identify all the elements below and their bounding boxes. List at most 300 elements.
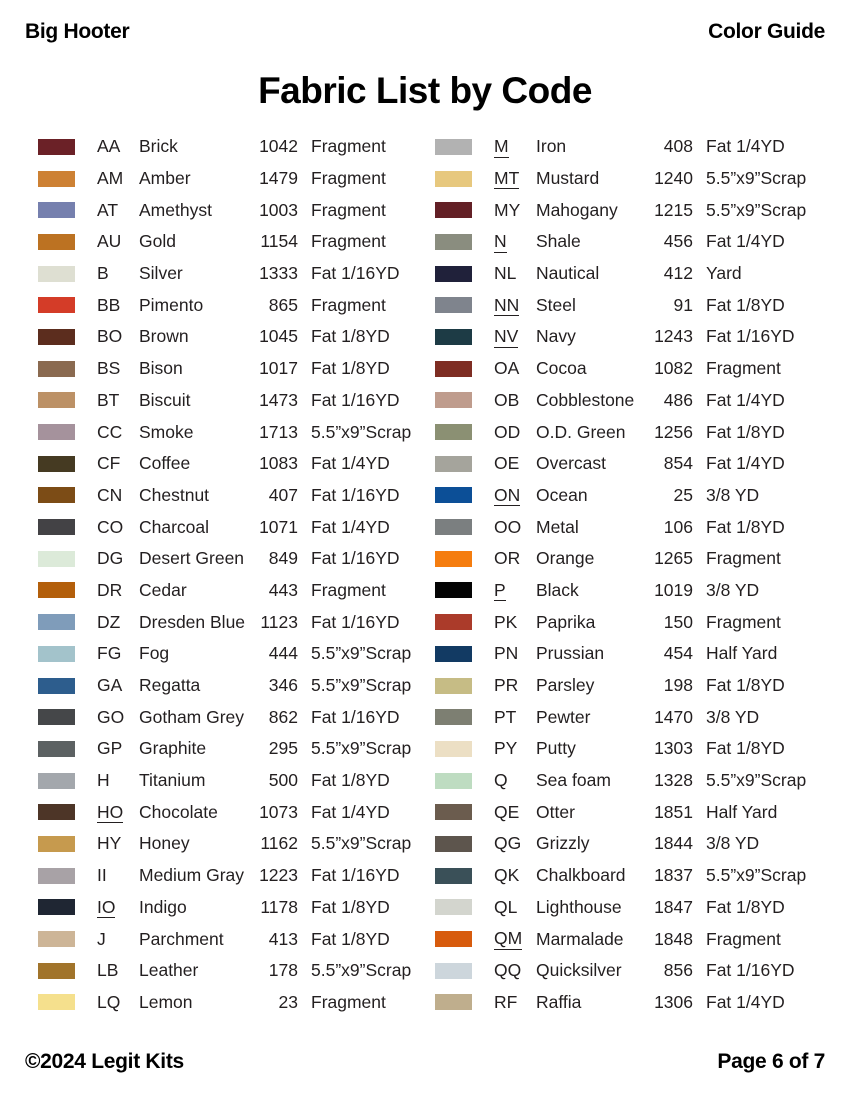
fabric-cut: Fat 1/8YD bbox=[311, 770, 390, 791]
fabric-cut: 5.5”x9”Scrap bbox=[311, 833, 412, 854]
fabric-row bbox=[38, 163, 423, 195]
fabric-number: 1851 bbox=[654, 801, 693, 822]
fabric-color-swatch bbox=[435, 773, 472, 789]
fabric-row bbox=[435, 226, 818, 258]
fabric-row bbox=[38, 670, 423, 702]
fabric-number: 1473 bbox=[259, 389, 298, 410]
fabric-name: Pewter bbox=[536, 706, 591, 727]
fabric-cut: 3/8 YD bbox=[706, 833, 760, 854]
fabric-cut: Fat 1/16YD bbox=[311, 548, 400, 569]
fabric-number: 178 bbox=[268, 960, 298, 981]
fabric-cut: Fat 1/4YD bbox=[311, 453, 390, 474]
page-number: Page 6 of 7 bbox=[717, 1050, 825, 1073]
fabric-color-swatch bbox=[38, 234, 75, 250]
fabric-row bbox=[38, 385, 423, 417]
fabric-cut: Fat 1/16YD bbox=[311, 706, 400, 727]
fabric-row bbox=[38, 511, 423, 543]
page-title: Fabric List by Code bbox=[258, 70, 592, 111]
fabric-number: 1073 bbox=[259, 801, 298, 822]
fabric-color-swatch bbox=[38, 678, 75, 694]
fabric-code: MT bbox=[494, 167, 520, 188]
fabric-number: 1328 bbox=[654, 770, 693, 791]
fabric-number: 456 bbox=[663, 231, 693, 252]
fabric-number: 443 bbox=[268, 579, 298, 600]
fabric-name: Paprika bbox=[536, 611, 596, 632]
fabric-number: 408 bbox=[663, 136, 693, 157]
fabric-cut: 5.5”x9”Scrap bbox=[311, 643, 412, 664]
fabric-cut: 5.5”x9”Scrap bbox=[706, 770, 807, 791]
fabric-number: 1178 bbox=[260, 896, 298, 917]
fabric-row bbox=[38, 892, 423, 924]
fabric-number: 1045 bbox=[259, 326, 298, 347]
fabric-name: Amber bbox=[139, 168, 191, 189]
guide-label: Color Guide bbox=[708, 20, 825, 43]
fabric-name: Chestnut bbox=[139, 484, 210, 505]
fabric-number: 25 bbox=[673, 484, 693, 505]
fabric-cut: Fragment bbox=[311, 294, 386, 315]
fabric-number: 1083 bbox=[259, 453, 298, 474]
fabric-cut: Fat 1/16YD bbox=[311, 865, 400, 886]
fabric-code: QK bbox=[494, 865, 520, 886]
fabric-number: 1306 bbox=[654, 991, 693, 1012]
fabric-code: HO bbox=[97, 801, 124, 822]
fabric-code: RF bbox=[494, 991, 518, 1012]
fabric-name: Regatta bbox=[139, 675, 201, 696]
fabric-code: QQ bbox=[494, 960, 522, 981]
fabric-number: 407 bbox=[268, 484, 298, 505]
fabric-name: Gold bbox=[139, 231, 176, 252]
fabric-cut: Half Yard bbox=[706, 643, 778, 664]
fabric-code: NN bbox=[494, 294, 520, 315]
fabric-code: DR bbox=[97, 579, 123, 600]
fabric-cut: Fat 1/8YD bbox=[706, 421, 785, 442]
fabric-row bbox=[435, 733, 818, 765]
fabric-color-swatch bbox=[38, 868, 75, 884]
fabric-row bbox=[435, 701, 818, 733]
fabric-cut: Fat 1/16YD bbox=[311, 263, 400, 284]
fabric-color-swatch bbox=[435, 171, 472, 187]
fabric-row bbox=[435, 828, 818, 860]
fabric-cut: Fat 1/4YD bbox=[706, 991, 785, 1012]
fabric-cut: 3/8 YD bbox=[706, 579, 760, 600]
fabric-code: BT bbox=[97, 389, 120, 410]
fabric-color-swatch bbox=[38, 424, 75, 440]
fabric-cut: Fat 1/4YD bbox=[706, 453, 785, 474]
fabric-code: GA bbox=[97, 675, 123, 696]
page-header bbox=[25, 20, 825, 44]
fabric-row bbox=[435, 955, 818, 987]
fabric-cut: Fragment bbox=[311, 136, 386, 157]
fabric-number: 1265 bbox=[654, 548, 693, 569]
fabric-number: 1042 bbox=[259, 136, 298, 157]
fabric-code: QE bbox=[494, 801, 520, 822]
fabric-code: QL bbox=[494, 896, 518, 917]
fabric-number: 854 bbox=[663, 453, 693, 474]
fabric-number: 23 bbox=[278, 991, 298, 1012]
fabric-number: 295 bbox=[268, 738, 298, 759]
fabric-number: 486 bbox=[663, 389, 693, 410]
fabric-cut: 5.5”x9”Scrap bbox=[311, 960, 412, 981]
fabric-cut: 3/8 YD bbox=[706, 706, 760, 727]
fabric-name: Gotham Grey bbox=[139, 706, 245, 727]
fabric-number: 1713 bbox=[259, 421, 298, 442]
fabric-row bbox=[38, 860, 423, 892]
fabric-color-swatch bbox=[435, 709, 472, 725]
fabric-name: Sea foam bbox=[536, 770, 611, 791]
fabric-cut: 5.5”x9”Scrap bbox=[706, 199, 807, 220]
fabric-color-swatch bbox=[38, 551, 75, 567]
fabric-code: P bbox=[494, 579, 506, 600]
fabric-name: Raffia bbox=[536, 991, 582, 1012]
fabric-name: Chalkboard bbox=[536, 865, 626, 886]
fabric-code: M bbox=[494, 136, 509, 157]
fabric-number: 500 bbox=[268, 770, 298, 791]
fabric-color-swatch bbox=[435, 868, 472, 884]
fabric-number: 1019 bbox=[654, 579, 693, 600]
fabric-cut: Fragment bbox=[311, 579, 386, 600]
fabric-row bbox=[435, 258, 818, 290]
fabric-cut: Fat 1/8YD bbox=[706, 896, 785, 917]
fabric-color-swatch bbox=[38, 931, 75, 947]
fabric-color-swatch bbox=[435, 804, 472, 820]
fabric-code: OA bbox=[494, 358, 520, 379]
fabric-row bbox=[38, 543, 423, 575]
fabric-code: CN bbox=[97, 484, 123, 505]
fabric-name: Ocean bbox=[536, 484, 588, 505]
fabric-cut: Fat 1/4YD bbox=[706, 389, 785, 410]
fabric-name: Brick bbox=[139, 136, 178, 157]
fabric-number: 1303 bbox=[654, 738, 693, 759]
fabric-number: 413 bbox=[268, 928, 298, 949]
fabric-name: Chocolate bbox=[139, 801, 218, 822]
fabric-color-swatch bbox=[38, 741, 75, 757]
fabric-code: CF bbox=[97, 453, 121, 474]
fabric-number: 1837 bbox=[654, 865, 693, 886]
fabric-code: BO bbox=[97, 326, 123, 347]
fabric-code: PK bbox=[494, 611, 518, 632]
fabric-code: IO bbox=[97, 896, 116, 917]
fabric-code: GP bbox=[97, 738, 123, 759]
fabric-color-swatch bbox=[38, 392, 75, 408]
fabric-row bbox=[38, 575, 423, 607]
fabric-row bbox=[435, 131, 818, 163]
fabric-cut: Fat 1/8YD bbox=[706, 738, 785, 759]
fabric-name: Honey bbox=[139, 833, 190, 854]
fabric-row bbox=[435, 860, 818, 892]
fabric-column-right bbox=[435, 131, 818, 1018]
fabric-row bbox=[435, 385, 818, 417]
fabric-color-swatch bbox=[435, 266, 472, 282]
copyright-text: ©2024 Legit Kits bbox=[25, 1050, 184, 1073]
fabric-cut: Fat 1/8YD bbox=[706, 516, 785, 537]
fabric-name: Metal bbox=[536, 516, 579, 537]
fabric-row bbox=[38, 416, 423, 448]
fabric-cut: 5.5”x9”Scrap bbox=[311, 675, 412, 696]
fabric-code: NL bbox=[494, 263, 517, 284]
fabric-color-swatch bbox=[38, 646, 75, 662]
fabric-name: Mustard bbox=[536, 168, 600, 189]
fabric-cut: Fragment bbox=[311, 168, 386, 189]
fabric-code: QG bbox=[494, 833, 522, 854]
fabric-cut: Fat 1/16YD bbox=[311, 611, 400, 632]
fabric-name: Otter bbox=[536, 801, 575, 822]
fabric-color-swatch bbox=[435, 614, 472, 630]
fabric-cut: Fat 1/4YD bbox=[706, 136, 785, 157]
fabric-code: II bbox=[97, 865, 107, 886]
fabric-name: Iron bbox=[536, 136, 567, 157]
fabric-code: PY bbox=[494, 738, 518, 759]
fabric-color-swatch bbox=[435, 329, 472, 345]
page-footer bbox=[25, 1050, 825, 1074]
fabric-number: 1479 bbox=[259, 168, 298, 189]
fabric-code: NV bbox=[494, 326, 519, 347]
fabric-cut: Fat 1/8YD bbox=[311, 326, 390, 347]
fabric-code: OR bbox=[494, 548, 521, 569]
fabric-code: DZ bbox=[97, 611, 121, 632]
fabric-color-swatch bbox=[38, 202, 75, 218]
fabric-number: 198 bbox=[663, 675, 693, 696]
fabric-cut: Fat 1/16YD bbox=[706, 960, 795, 981]
fabric-name: Titanium bbox=[139, 770, 206, 791]
fabric-cut: Fragment bbox=[706, 611, 781, 632]
fabric-color-swatch bbox=[38, 582, 75, 598]
fabric-name: Cocoa bbox=[536, 358, 587, 379]
fabric-row bbox=[435, 321, 818, 353]
fabric-row bbox=[435, 923, 818, 955]
fabric-cut: 5.5”x9”Scrap bbox=[311, 421, 412, 442]
fabric-number: 1003 bbox=[259, 199, 298, 220]
fabric-name: Nautical bbox=[536, 263, 600, 284]
fabric-color-swatch bbox=[38, 361, 75, 377]
fabric-color-swatch bbox=[38, 836, 75, 852]
fabric-cut: Fat 1/8YD bbox=[311, 896, 390, 917]
fabric-code: BS bbox=[97, 358, 121, 379]
fabric-name: Coffee bbox=[139, 453, 191, 474]
fabric-color-swatch bbox=[435, 456, 472, 472]
fabric-number: 91 bbox=[673, 294, 693, 315]
fabric-cut: Fat 1/4YD bbox=[311, 516, 390, 537]
fabric-color-swatch bbox=[435, 646, 472, 662]
fabric-color-swatch bbox=[38, 297, 75, 313]
fabric-name: Black bbox=[536, 579, 579, 600]
fabric-cut: Fat 1/8YD bbox=[311, 928, 390, 949]
fabric-cut: 5.5”x9”Scrap bbox=[706, 865, 807, 886]
fabric-name: Brown bbox=[139, 326, 189, 347]
fabric-row bbox=[435, 289, 818, 321]
fabric-color-swatch bbox=[435, 963, 472, 979]
fabric-number: 1844 bbox=[654, 833, 693, 854]
fabric-color-swatch bbox=[38, 963, 75, 979]
fabric-name: Fog bbox=[139, 643, 170, 664]
fabric-name: Biscuit bbox=[139, 389, 191, 410]
fabric-code: GO bbox=[97, 706, 125, 727]
fabric-color-swatch bbox=[38, 329, 75, 345]
fabric-number: 849 bbox=[268, 548, 298, 569]
fabric-row bbox=[435, 543, 818, 575]
fabric-color-swatch bbox=[435, 678, 472, 694]
fabric-code: PT bbox=[494, 706, 517, 727]
fabric-name: O.D. Green bbox=[536, 421, 626, 442]
fabric-name: Parchment bbox=[139, 928, 224, 949]
fabric-color-swatch bbox=[435, 994, 472, 1010]
fabric-row bbox=[38, 955, 423, 987]
fabric-color-swatch bbox=[435, 424, 472, 440]
fabric-number: 1223 bbox=[259, 865, 298, 886]
fabric-cut: 5.5”x9”Scrap bbox=[311, 738, 412, 759]
fabric-name: Quicksilver bbox=[536, 960, 622, 981]
fabric-column-left bbox=[38, 131, 423, 1018]
fabric-cut: Fat 1/16YD bbox=[311, 484, 400, 505]
fabric-name: Lighthouse bbox=[536, 896, 622, 917]
fabric-number: 1154 bbox=[260, 231, 298, 252]
fabric-row bbox=[38, 796, 423, 828]
fabric-code: MY bbox=[494, 199, 521, 220]
fabric-color-swatch bbox=[435, 836, 472, 852]
fabric-number: 1470 bbox=[654, 706, 693, 727]
fabric-cut: Fragment bbox=[311, 991, 386, 1012]
fabric-row bbox=[38, 258, 423, 290]
fabric-cut: 5.5”x9”Scrap bbox=[706, 168, 807, 189]
fabric-number: 1243 bbox=[654, 326, 693, 347]
fabric-name: Putty bbox=[536, 738, 576, 759]
fabric-cut: Fragment bbox=[311, 231, 386, 252]
fabric-number: 1215 bbox=[654, 199, 693, 220]
fabric-code: AT bbox=[97, 199, 119, 220]
fabric-row bbox=[435, 796, 818, 828]
fabric-cut: Half Yard bbox=[706, 801, 778, 822]
fabric-number: 346 bbox=[268, 675, 298, 696]
fabric-name: Mahogany bbox=[536, 199, 618, 220]
fabric-row bbox=[435, 416, 818, 448]
fabric-row bbox=[38, 289, 423, 321]
fabric-name: Overcast bbox=[536, 453, 607, 474]
fabric-number: 1082 bbox=[654, 358, 693, 379]
fabric-name: Shale bbox=[536, 231, 581, 252]
fabric-code: LQ bbox=[97, 991, 121, 1012]
fabric-row bbox=[38, 131, 423, 163]
fabric-color-swatch bbox=[38, 614, 75, 630]
fabric-color-swatch bbox=[435, 139, 472, 155]
fabric-number: 1333 bbox=[259, 263, 298, 284]
fabric-name: Cedar bbox=[139, 579, 187, 600]
fabric-name: Leather bbox=[139, 960, 199, 981]
fabric-code: AM bbox=[97, 168, 124, 189]
fabric-color-swatch bbox=[435, 297, 472, 313]
fabric-name: Dresden Blue bbox=[139, 611, 246, 632]
fabric-code: LB bbox=[97, 960, 119, 981]
fabric-color-swatch bbox=[435, 931, 472, 947]
fabric-row bbox=[38, 606, 423, 638]
fabric-name: Medium Gray bbox=[139, 865, 245, 886]
fabric-row bbox=[38, 226, 423, 258]
fabric-code: PN bbox=[494, 643, 519, 664]
fabric-row bbox=[38, 765, 423, 797]
fabric-cut: Fragment bbox=[706, 358, 781, 379]
fabric-cut: 3/8 YD bbox=[706, 484, 760, 505]
fabric-color-swatch bbox=[38, 519, 75, 535]
fabric-name: Lemon bbox=[139, 991, 193, 1012]
fabric-code: OB bbox=[494, 389, 520, 410]
fabric-code: QM bbox=[494, 928, 523, 949]
fabric-code: BB bbox=[97, 294, 121, 315]
fabric-name: Pimento bbox=[139, 294, 204, 315]
fabric-cut: Fat 1/16YD bbox=[311, 389, 400, 410]
fabric-color-swatch bbox=[38, 139, 75, 155]
fabric-cut: Fat 1/8YD bbox=[706, 294, 785, 315]
fabric-number: 1162 bbox=[260, 833, 298, 854]
fabric-row bbox=[38, 353, 423, 385]
fabric-code: OE bbox=[494, 453, 520, 474]
fabric-color-swatch bbox=[435, 361, 472, 377]
fabric-number: 1848 bbox=[654, 928, 693, 949]
fabric-row bbox=[435, 353, 818, 385]
fabric-name: Silver bbox=[139, 263, 183, 284]
fabric-color-swatch bbox=[435, 487, 472, 503]
fabric-code: CC bbox=[97, 421, 123, 442]
fabric-table bbox=[38, 131, 818, 1018]
fabric-number: 1123 bbox=[260, 611, 298, 632]
fabric-code: B bbox=[97, 263, 109, 284]
fabric-color-swatch bbox=[38, 804, 75, 820]
fabric-code: AU bbox=[97, 231, 122, 252]
fabric-name: Navy bbox=[536, 326, 576, 347]
fabric-color-swatch bbox=[38, 171, 75, 187]
fabric-code: J bbox=[97, 928, 106, 949]
fabric-name: Charcoal bbox=[139, 516, 210, 537]
fabric-name: Smoke bbox=[139, 421, 194, 442]
fabric-name: Grizzly bbox=[536, 833, 590, 854]
fabric-code: ON bbox=[494, 484, 521, 505]
fabric-row bbox=[38, 923, 423, 955]
fabric-code: H bbox=[97, 770, 110, 791]
fabric-code: AA bbox=[97, 136, 121, 157]
fabric-row bbox=[38, 194, 423, 226]
fabric-number: 106 bbox=[663, 516, 693, 537]
fabric-cut: Fragment bbox=[706, 548, 781, 569]
fabric-color-swatch bbox=[38, 899, 75, 915]
fabric-number: 865 bbox=[268, 294, 298, 315]
fabric-row bbox=[435, 575, 818, 607]
fabric-cut: Yard bbox=[706, 263, 742, 284]
fabric-name: Marmalade bbox=[536, 928, 624, 949]
fabric-name: Graphite bbox=[139, 738, 207, 759]
fabric-color-swatch bbox=[435, 551, 472, 567]
fabric-color-swatch bbox=[38, 994, 75, 1010]
fabric-number: 1240 bbox=[654, 168, 693, 189]
fabric-row bbox=[38, 321, 423, 353]
fabric-code: OO bbox=[494, 516, 522, 537]
fabric-row bbox=[435, 606, 818, 638]
fabric-name: Parsley bbox=[536, 675, 595, 696]
fabric-number: 1256 bbox=[654, 421, 693, 442]
fabric-cut: Fat 1/4YD bbox=[706, 231, 785, 252]
fabric-number: 856 bbox=[663, 960, 693, 981]
fabric-code: CO bbox=[97, 516, 124, 537]
fabric-number: 150 bbox=[663, 611, 693, 632]
fabric-color-swatch bbox=[435, 202, 472, 218]
fabric-color-swatch bbox=[38, 456, 75, 472]
fabric-row bbox=[38, 828, 423, 860]
fabric-name: Cobblestone bbox=[536, 389, 635, 410]
fabric-color-swatch bbox=[435, 899, 472, 915]
fabric-cut: Fat 1/16YD bbox=[706, 326, 795, 347]
fabric-number: 862 bbox=[268, 706, 298, 727]
fabric-name: Desert Green bbox=[139, 548, 245, 569]
fabric-code: Q bbox=[494, 770, 508, 791]
fabric-number: 412 bbox=[663, 263, 693, 284]
fabric-color-swatch bbox=[435, 741, 472, 757]
fabric-code: OD bbox=[494, 421, 521, 442]
